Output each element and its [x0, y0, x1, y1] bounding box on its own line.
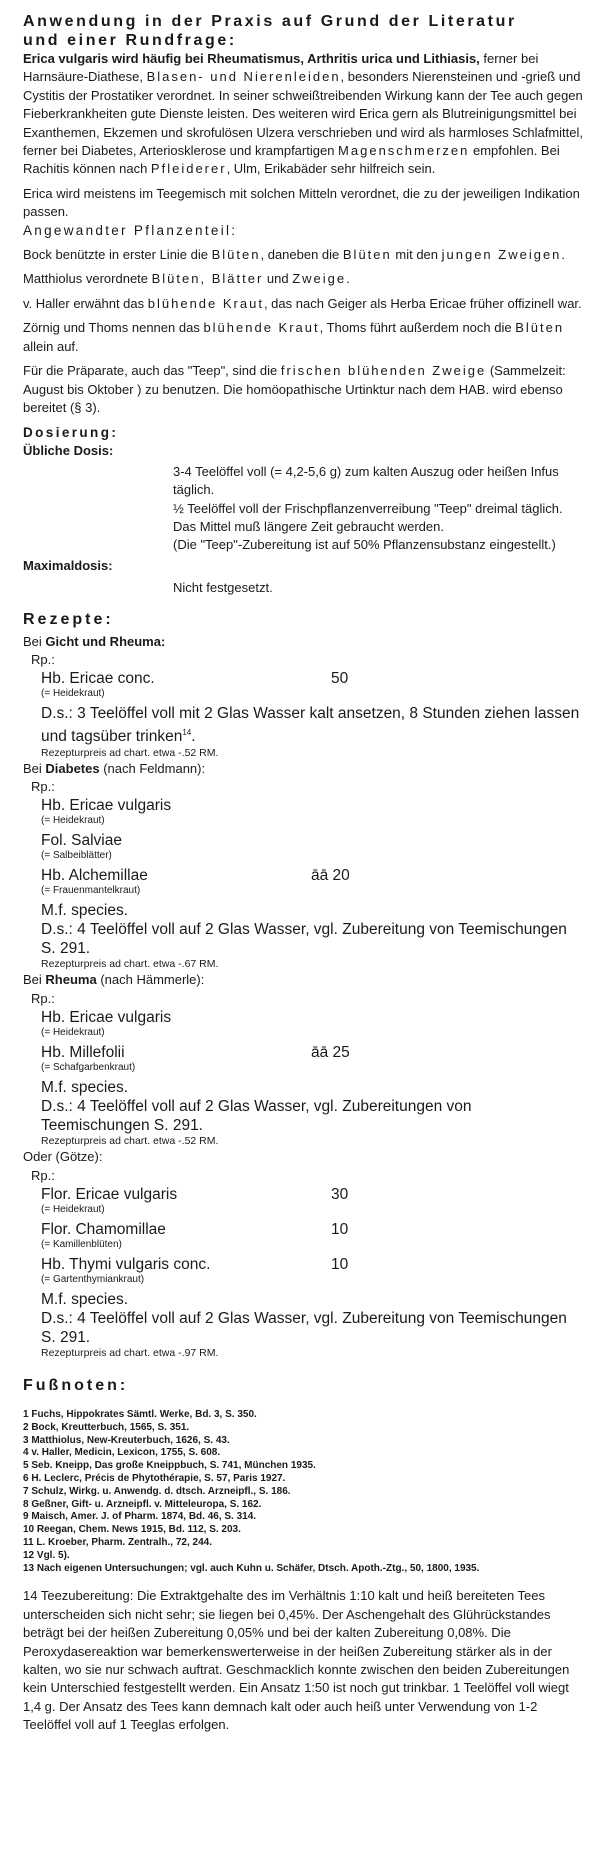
section-title-pflanzenteil: Angewandter Pflanzenteil:: [23, 222, 238, 238]
footnote-item: 2 Bock, Kreutterbuch, 1565, S. 351.: [23, 1421, 190, 1433]
section-title-anwendung: [23, 12, 583, 50]
spaced-term: Blüten, Blätter: [151, 271, 264, 287]
ingredient-amount: 30: [331, 1185, 349, 1203]
ingredient-name: Hb. Ericae vulgaris: [41, 797, 172, 815]
pflanzenteil-paragraph-3: [23, 295, 583, 313]
footnote-list: [23, 1409, 583, 1575]
text-run: Bei: [23, 972, 46, 988]
recipe-2-mf: M.f. species.: [41, 902, 128, 920]
footnote-item: 8 Geßner, Gift- u. Arzneipfl. v. Mitteleuropa, S. 162.: [23, 1498, 262, 1510]
pflanzenteil-paragraph-4: [23, 319, 583, 356]
usual-dose-label: Übliche Dosis:: [23, 443, 114, 459]
footnote-item: 11 L. Kroeber, Pharm. Zentralh., 72, 244.: [23, 1536, 212, 1548]
recipe-4-price: Rezepturpreis ad chart. etwa -.97 RM.: [41, 1346, 219, 1359]
recipe-4-ingredient-2: [41, 1220, 583, 1239]
ingredient-name: Hb. Ericae vulgaris: [41, 1009, 172, 1027]
ingredient-gloss: (= Gartenthymiankraut): [41, 1273, 145, 1285]
recipe-1-price: Rezepturpreis ad chart. etwa -.52 RM.: [41, 746, 219, 759]
recipe-2-ingredient-2: [41, 831, 583, 850]
ingredient-gloss: (= Kamillenblüten): [41, 1238, 122, 1250]
recipe-1-indication: Gicht und Rheuma:: [45, 633, 166, 649]
recipe-2-indication: Diabetes: [45, 760, 100, 776]
ingredient-name: Hb. Millefolii: [41, 1044, 125, 1062]
recipe-2-rp: Rp.:: [31, 778, 55, 794]
recipe-4-ingredient-3: [41, 1255, 583, 1274]
recipe-4-mf: M.f. species.: [41, 1290, 128, 1308]
pflanzenteil-paragraph-1: [23, 246, 583, 264]
recipe-3-mf: M.f. species.: [41, 1079, 128, 1097]
spaced-term: Blüten: [211, 247, 261, 263]
footnote-item: 10 Reegan, Chem. News 1915, Bd. 112, S. 203.: [23, 1524, 241, 1536]
footnote-item: 5 Seb. Kneipp, Das große Kneippbuch, S. 741, München 1935.: [23, 1460, 316, 1472]
recipe-3-rp: Rp.:: [31, 990, 55, 1006]
ingredient-gloss: (= Frauenmantelkraut): [41, 885, 141, 897]
ingredient-name: Fol. Salviae: [41, 832, 122, 850]
ingredient-gloss: (= Heidekraut): [41, 1203, 105, 1215]
document: [23, 0, 583, 1735]
title-line-2: und einer Rundfrage:: [23, 32, 237, 49]
ingredient-amount: āā 25: [311, 1044, 350, 1062]
recipe-2-price: Rezepturpreis ad chart. etwa -.67 RM.: [41, 958, 219, 971]
recipe-2-heading: [23, 760, 583, 778]
usual-dose-text-3: (Die "Teep"-Zubereitung ist auf 50% Pflanzensubstanz eingestellt.): [173, 537, 556, 553]
ingredient-amount: 50: [331, 670, 349, 688]
text-run: ferner bei Harnsäure-Diathese,: [23, 51, 539, 85]
ingredient-gloss: (= Heidekraut): [41, 1027, 105, 1039]
recipe-4-directions: D.s.: 4 Teelöffel voll auf 2 Glas Wasser, vgl. Zubereitung von Teemischungen S. 291.: [41, 1309, 567, 1346]
recipe-4-heading: Oder (Götze):: [23, 1149, 103, 1165]
ingredient-name: Hb. Thymi vulgaris conc.: [41, 1255, 211, 1273]
recipe-4-ingredient-1: [41, 1185, 583, 1204]
anwendung-bold-lead: Erica vulgaris wird häufig bei Rheumatismus, Arthritis urica und Lithiasis,: [23, 51, 480, 66]
directions-end: .: [191, 728, 196, 746]
anwendung-paragraph-1: [23, 50, 583, 179]
spaced-term: Zweige: [292, 271, 347, 287]
recipe-4-rp: Rp.:: [31, 1167, 55, 1183]
pflanzenteil-paragraph-2: [23, 270, 583, 288]
text-run: (nach Hämmerle):: [96, 972, 205, 988]
text-run: , Thoms führt außerdem noch die: [319, 320, 516, 336]
ingredient-name: Flor. Chamomillae: [41, 1220, 166, 1238]
recipe-1-ingredient-1: [41, 669, 583, 688]
ingredient-gloss: (= Schafgarbenkraut): [41, 1062, 136, 1074]
usual-dose-text-2: ½ Teelöffel voll der Frischpflanzenverreibung "Teep" dreimal täglich. Das Mittel muß längere Zeit gebraucht werden.: [173, 500, 563, 534]
text-run: , besonders Nierensteinen und -grieß und Cystitis der Prostatiker verordnet. In seiner schweißtreibenden Wirkung kann der Tee auch gegen Fieberkrankheiten gute Dienste leisten. Des weiteren wird Erica gern als Blutreinigungsmittel bei Exanthemen, Ekzemen und skrofulösen Ulzera verschrieben und wird als harmloses Schlafmittel, ferner bei Diabetes, Arteriosklerose und krampfartigen: [23, 69, 583, 159]
footnote-item: 6 H. Leclerc, Précis de Phytothérapie, S. 57, Paris 1927.: [23, 1472, 286, 1484]
spaced-term: jungen Zweigen: [441, 247, 562, 263]
ingredient-gloss: (= Heidekraut): [41, 688, 105, 700]
text-run: (nach Feldmann):: [99, 760, 206, 776]
footnote-item: 4 v. Haller, Medicin, Lexicon, 1755, S. 608.: [23, 1447, 221, 1459]
max-dose-label: Maximaldosis:: [23, 557, 113, 573]
recipe-1-heading: [23, 633, 583, 651]
ingredient-amount: āā 20: [311, 867, 350, 885]
text-run: Matthiolus verordnete: [23, 271, 152, 287]
text-run: empfohlen. Bei Rachitis können nach: [23, 143, 560, 177]
footnote-ref-14: 14: [182, 728, 192, 738]
footnote-item: 7 Schulz, Wirkg. u. Anwendg. d. dtsch. Arzneipfl., S. 186.: [23, 1485, 291, 1497]
text-run: , Ulm, Erikabäder sehr hilfreich sein.: [226, 161, 436, 177]
text-run: Bei: [23, 760, 46, 776]
text-run: Zörnig und Thoms nennen das: [23, 320, 204, 336]
spaced-term: Magenschmerzen: [338, 143, 470, 159]
recipe-1-rp: Rp.:: [31, 651, 55, 667]
text-run: Bock benützte in erster Linie die: [23, 247, 212, 263]
spaced-term: blühende Kraut: [147, 295, 264, 311]
max-dose-text: Nicht festgesetzt.: [173, 580, 273, 596]
pflanzenteil-paragraph-5: [23, 362, 583, 417]
title-line-1: Anwendung in der Praxis auf Grund der Literatur: [23, 13, 517, 30]
section-title-dosierung: Dosierung:: [23, 425, 119, 441]
text-run: , daneben die: [260, 247, 343, 263]
section-title-rezepte: Rezepte:: [23, 610, 114, 628]
spaced-term: frischen blühenden Zweige: [280, 363, 487, 379]
text-run: (Sammelzeit: August bis Oktober ) zu benutzen. Die homöopathische Urtinktur nach dem HAB. wird ebenso bereitet (§ 3).: [23, 363, 566, 415]
ingredient-amount: 10: [331, 1220, 349, 1238]
recipe-3-directions: D.s.: 4 Teelöffel voll auf 2 Glas Wasser, vgl. Zubereitungen von Teemischungen S. 291.: [41, 1098, 472, 1135]
recipe-3-indication: Rheuma: [45, 972, 97, 988]
footnote-item: 1 Fuchs, Hippokrates Sämtl. Werke, Bd. 3, S. 350.: [23, 1408, 257, 1420]
text-run: v. Haller erwähnt das: [23, 295, 148, 311]
text-run: Bei: [23, 633, 46, 649]
recipe-2-ingredient-1: [41, 796, 583, 815]
footnote-item: 13 Nach eigenen Untersuchungen; vgl. auch Kuhn u. Schäfer, Dtsch. Apoth.-Ztg., 50, 1800, 1935.: [23, 1562, 480, 1574]
ingredient-gloss: (= Heidekraut): [41, 815, 105, 827]
directions-text: D.s.: 3 Teelöffel voll mit 2 Glas Wasser kalt ansetzen, 8 Stunden ziehen lassen und tagsüber trinken: [41, 705, 580, 746]
recipe-2-ingredient-3: [41, 866, 583, 885]
text-run: , das nach Geiger als Herba Ericae früher offizinell war.: [263, 295, 582, 311]
ingredient-name: Flor. Ericae vulgaris: [41, 1185, 178, 1203]
text-run: .: [561, 247, 566, 263]
footnote-item: 3 Matthiolus, New-Kreuterbuch, 1626, S. 43.: [23, 1434, 230, 1446]
text-run: allein auf.: [23, 338, 79, 354]
spaced-term: Blasen- und Nierenleiden: [146, 69, 341, 85]
ingredient-amount: 10: [331, 1255, 349, 1273]
spaced-term: Pfleiderer: [150, 161, 227, 177]
ingredient-gloss: (= Salbeiblätter): [41, 850, 112, 862]
footnote-item: 9 Maisch, Amer. J. of Pharm. 1874, Bd. 46, S. 314.: [23, 1511, 257, 1523]
anwendung-paragraph-2: Erica wird meistens im Teegemisch mit solchen Mitteln verordnet, die zu der jeweiligen Indikation passen.: [23, 185, 580, 220]
recipe-3-ingredient-2: [41, 1043, 583, 1062]
recipe-3-ingredient-1: [41, 1008, 583, 1027]
spaced-term: blühende Kraut: [203, 320, 320, 336]
ingredient-name: Hb. Ericae conc.: [41, 670, 155, 688]
footnote-item: 12 Vgl. 5).: [23, 1549, 70, 1561]
ingredient-name: Hb. Alchemillae: [41, 867, 148, 885]
spaced-term: Blüten: [342, 247, 392, 263]
text-run: und: [263, 271, 293, 287]
recipe-2-directions: D.s.: 4 Teelöffel voll auf 2 Glas Wasser, vgl. Zubereitung von Teemischungen S. 291.: [41, 921, 567, 958]
usual-dose-text-1: 3-4 Teelöffel voll (= 4,2-5,6 g) zum kalten Auszug oder heißen Infus täglich.: [173, 463, 559, 498]
spaced-term: Blüten: [515, 320, 565, 336]
recipe-3-heading: [23, 971, 583, 989]
text-run: .: [346, 271, 350, 287]
text-run: mit den: [391, 247, 442, 263]
text-run: Für die Präparate, auch das "Teep", sind die: [23, 363, 281, 379]
recipe-1-directions: [41, 704, 583, 746]
section-title-fussnoten: Fußnoten:: [23, 1376, 129, 1394]
recipe-3-price: Rezepturpreis ad chart. etwa -.52 RM.: [41, 1135, 219, 1148]
footnote-14: 14 Teezubereitung: Die Extraktgehalte des im Verhältnis 1:10 kalt und heiß bereiteten Tees unterscheiden sich nicht sehr; sie liegen bei 0,45%. Der Aschengehalt des Glührückstandes beträgt bei der heißen Zubereitung 0,05% und bei der kalten Zubereitung 0,08%. Die Peroxydasereaktion war bemerkenswerterweise in der heißen Zubereitung stärker als in der kalten, wo sie nur schwach auftrat. Geschmacklich konnte zwischen den beiden Zubereitungen kein Unterschied festgestellt werden. Ein Ansatz 1:50 ist noch gut trinkbar. 1 Teelöffel voll wiegt 1,4 g. Der Ansatz des Tees kann demnach kalt oder auch heiß unter Verwendung von 1-2 Teelöffel voll auf 1 Teeglas erfolgen.: [23, 1588, 570, 1733]
